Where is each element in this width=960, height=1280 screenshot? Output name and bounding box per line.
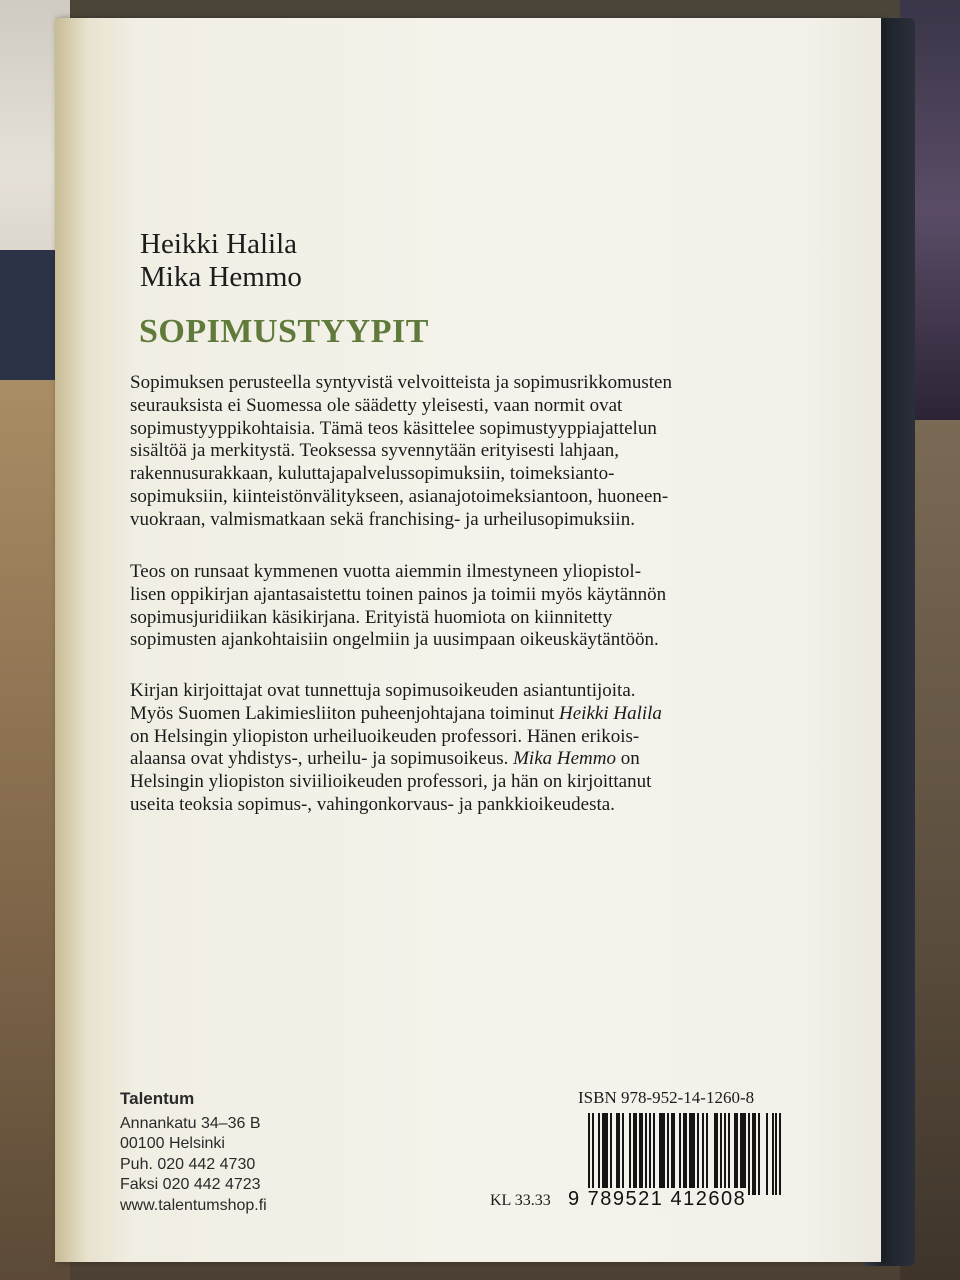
text-line: sopimusjuridiikan käsikirjana. Erityistä huomiota on kiinnitetty <box>130 606 613 628</box>
publisher-address: Annankatu 34–36 B <box>120 1114 261 1132</box>
blurb-paragraph-2 <box>130 561 790 652</box>
blurb-paragraph-3 <box>130 680 790 817</box>
isbn-label: ISBN 978-952-14-1260-8 <box>578 1088 755 1107</box>
publisher-name: Talentum <box>120 1089 195 1108</box>
text-line: sopimustyyppikohtaisia. Tämä teos käsittelee sopimustyyppiajattelun <box>130 417 657 439</box>
text-line: lisen oppikirjan ajantasaistettu toinen painos ja toimii myös käytännön <box>130 583 667 605</box>
text-line: vuokraan, valmismatkaan sekä franchising- ja urheilusopimuksiin. <box>130 508 635 530</box>
publisher-block <box>120 1089 267 1216</box>
classification-code: KL 33.33 <box>490 1192 551 1209</box>
book-title: SOPIMUSTYYPIT <box>139 313 429 350</box>
text-line: Teos on runsaat kymmenen vuotta aiemmin ilmestyneen yliopistol- <box>130 561 642 582</box>
text-line: useita teoksia sopimus-, vahingonkorvaus- ja pankkioikeudesta. <box>130 793 615 815</box>
blurb-paragraph-1 <box>130 372 790 532</box>
author-mention: Heikki Halila <box>559 702 662 724</box>
author-name: Heikki Halila <box>140 228 298 260</box>
text-line <box>130 703 790 726</box>
text-line: rakennusurakkaan, kuluttajapalvelussopimuksiin, toimeksianto- <box>130 463 615 485</box>
author-name: Mika Hemmo <box>140 261 302 293</box>
text-line: sisältöä ja merkitystä. Teoksessa syvennytään erityisesti lahjaan, <box>130 440 620 462</box>
publisher-fax: Faksi 020 442 4723 <box>120 1176 261 1193</box>
text-segment: alaansa ovat yhdistys-, urheilu- ja sopimusoikeus. <box>130 748 514 770</box>
barcode-bar <box>779 1113 781 1195</box>
text-line: Helsingin yliopiston siviilioikeuden professori, ja hän on kirjoittanut <box>130 771 652 793</box>
author-mention: Mika Hemmo <box>513 748 616 770</box>
publisher-postcode: 00100 Helsinki <box>120 1135 225 1152</box>
ean-digits <box>566 1188 748 1211</box>
text-segment: Myös Suomen Lakimiesliiton puheenjohtajana toiminut <box>130 702 560 724</box>
ean-number: 9 789521 412608 <box>568 1188 747 1210</box>
text-line: Kirjan kirjoittajat ovat tunnettuja sopimusoikeuden asiantuntijoita. <box>130 680 636 701</box>
barcode <box>588 1113 782 1195</box>
text-line: on Helsingin yliopiston urheiluoikeuden professori. Hänen erikois- <box>130 725 640 747</box>
text-segment: on <box>616 748 640 770</box>
text-line: sopimuksiin, kiinteistönvälitykseen, asianajotoimeksiantoon, huoneen- <box>130 485 669 507</box>
author-list <box>140 228 302 294</box>
publisher-phone: Puh. 020 442 4730 <box>120 1155 256 1173</box>
text-line: seurauksista ei Suomessa ole säädetty yleisesti, vaan normit ovat <box>130 394 623 416</box>
text-line <box>130 748 790 771</box>
text-line: Sopimuksen perusteella syntyvistä velvoitteista ja sopimusrikkomusten <box>130 372 672 393</box>
text-line: sopimusten ajankohtaisiin ongelmiin ja uusimpaan oikeuskäytäntöön. <box>130 629 659 651</box>
publisher-website: www.talentumshop.fi <box>120 1196 267 1214</box>
